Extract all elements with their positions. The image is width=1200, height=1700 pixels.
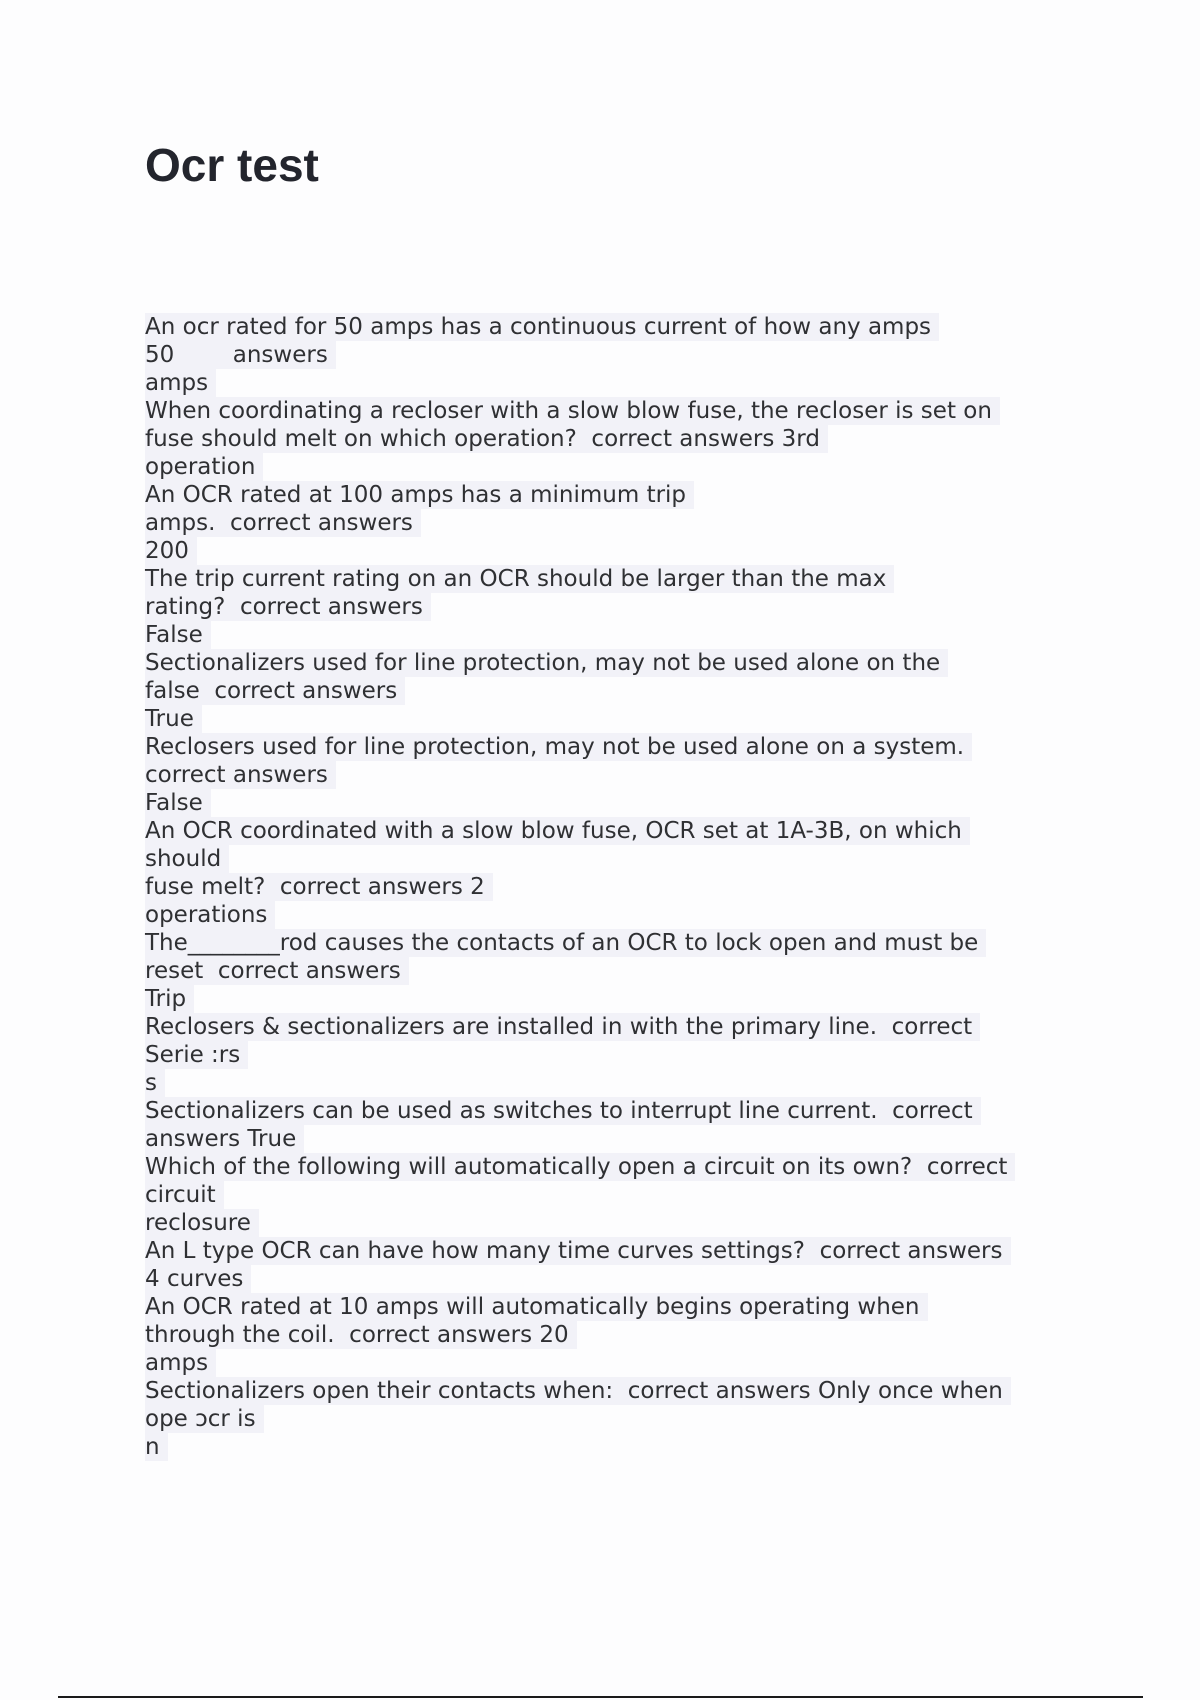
qa-item [145, 565, 1075, 649]
qa-line: ope ɔcr is [145, 1405, 264, 1433]
qa-line: Serie :rs [145, 1041, 248, 1069]
qa-line: s [145, 1069, 165, 1097]
qa-line: 50 answers [145, 341, 336, 369]
qa-item [145, 929, 1075, 1013]
document-title: Ocr test [145, 139, 319, 191]
qa-line: The trip current rating on an OCR should be larger than the max [145, 565, 894, 593]
qa-item [145, 817, 1075, 929]
qa-line: rating? correct answers [145, 593, 431, 621]
qa-line: An OCR rated at 10 amps will automatically begins operating when [145, 1293, 928, 1321]
qa-item [145, 1013, 1075, 1097]
qa-item [145, 1097, 1075, 1153]
qa-item [145, 1377, 1075, 1461]
qa-line: false correct answers [145, 677, 405, 705]
qa-item [145, 397, 1075, 481]
qa-line: An OCR coordinated with a slow blow fuse, OCR set at 1A-3B, on which [145, 817, 970, 845]
qa-line: through the coil. correct answers 20 [145, 1321, 577, 1349]
qa-list [145, 313, 1075, 1461]
qa-line: Which of the following will automatically open a circuit on its own? correct [145, 1153, 1015, 1181]
qa-line: answers True [145, 1125, 304, 1153]
qa-line: Sectionalizers open their contacts when: correct answers Only once when [145, 1377, 1011, 1405]
qa-line: False [145, 621, 211, 649]
qa-line: An L type OCR can have how many time curves settings? correct answers [145, 1237, 1011, 1265]
qa-line: When coordinating a recloser with a slow blow fuse, the recloser is set on [145, 397, 1000, 425]
qa-line: Reclosers & sectionalizers are installed in with the primary line. correct [145, 1013, 980, 1041]
qa-line: fuse should melt on which operation? correct answers 3rd [145, 425, 828, 453]
qa-line: reclosure [145, 1209, 259, 1237]
qa-line: should [145, 845, 229, 873]
qa-item [145, 733, 1075, 817]
qa-line: operation [145, 453, 263, 481]
qa-line: amps. correct answers [145, 509, 421, 537]
qa-line: An ocr rated for 50 amps has a continuous current of how any amps [145, 313, 939, 341]
qa-line: 200 [145, 537, 197, 565]
qa-line: amps [145, 1349, 216, 1377]
qa-line: 4 curves [145, 1265, 251, 1293]
qa-line: correct answers [145, 761, 336, 789]
qa-line: fuse melt? correct answers 2 [145, 873, 493, 901]
footer-rule [58, 1696, 1143, 1698]
qa-line: Trip [145, 985, 194, 1013]
qa-item [145, 1237, 1075, 1293]
qa-line: True [145, 705, 202, 733]
qa-item [145, 649, 1075, 733]
qa-line: reset correct answers [145, 957, 409, 985]
qa-line: The________rod causes the contacts of an OCR to lock open and must be [145, 929, 986, 957]
qa-line: amps [145, 369, 216, 397]
qa-line: Sectionalizers can be used as switches to interrupt line current. correct [145, 1097, 981, 1125]
qa-item [145, 1153, 1075, 1237]
qa-line: False [145, 789, 211, 817]
qa-item [145, 1293, 1075, 1377]
qa-line: circuit [145, 1181, 224, 1209]
qa-line: operations [145, 901, 275, 929]
qa-line: n [145, 1433, 168, 1461]
qa-item [145, 481, 1075, 565]
qa-line: Sectionalizers used for line protection, may not be used alone on the [145, 649, 948, 677]
qa-line: Reclosers used for line protection, may not be used alone on a system. [145, 733, 972, 761]
qa-item [145, 313, 1075, 397]
qa-line: An OCR rated at 100 amps has a minimum trip [145, 481, 694, 509]
